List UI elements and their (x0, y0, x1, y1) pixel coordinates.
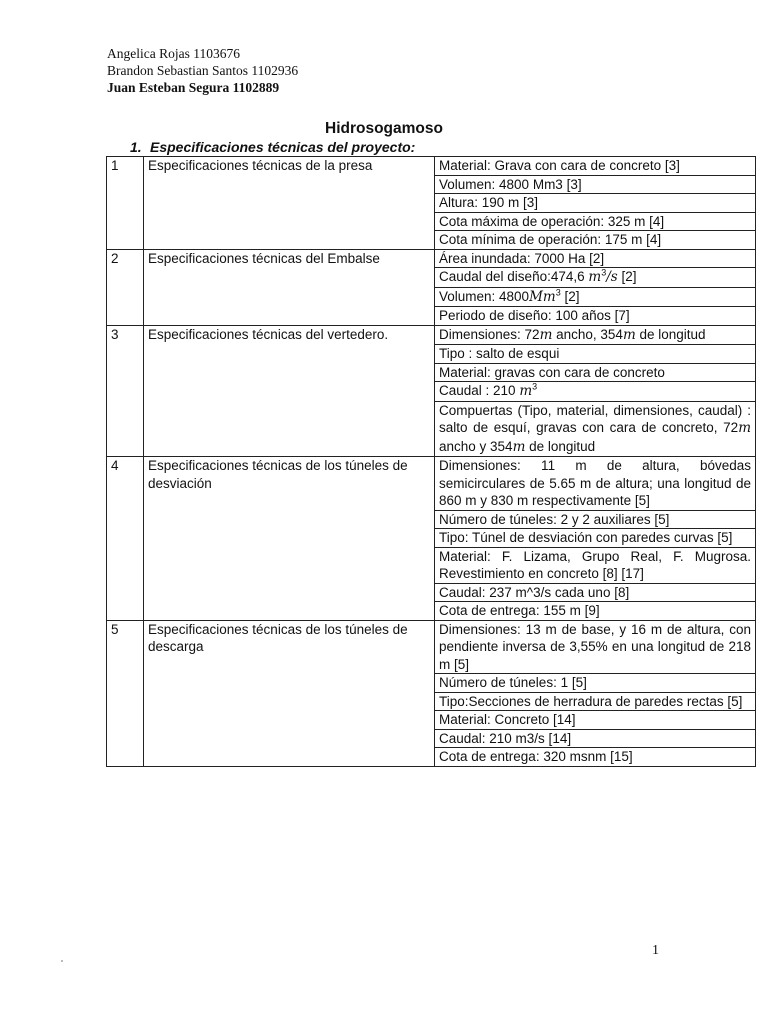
spec-value-cell: Caudal: 210 m3/s [14] (435, 729, 756, 748)
section-heading (130, 139, 415, 155)
superscript: 3 (555, 287, 561, 297)
table-row (107, 620, 756, 674)
spec-value-cell (435, 287, 756, 307)
spec-value-cell: Área inundada: 7000 Ha [2] (435, 249, 756, 268)
section-name-cell: Especificaciones técnicas de la presa (144, 157, 435, 250)
row-number-cell: 1 (107, 157, 144, 250)
spec-value-text: Dimensiones: 72 (439, 326, 540, 342)
section-name-cell: Especificaciones técnicas del vertedero. (144, 325, 435, 457)
spec-value-cell: Material: Grava con cara de concreto [3] (435, 157, 756, 176)
math-symbol: m (622, 326, 636, 343)
author-line: Juan Esteban Segura 1102889 (107, 80, 280, 95)
row-number-cell: 2 (107, 249, 144, 325)
spec-value-cell: Cota mínima de operación: 175 m [4] (435, 231, 756, 250)
authors-block (107, 45, 298, 96)
spec-value-cell: Tipo : salto de esqui (435, 345, 756, 364)
math-symbol: m (539, 326, 553, 343)
spec-value-cell: Dimensiones: 13 m de base, y 16 m de altura, con pendiente inversa de 3,55% en una longitud de 218 m [5] (435, 620, 756, 674)
section-title: Especificaciones técnicas del proyecto: (150, 139, 416, 155)
table-row (107, 157, 756, 176)
spec-value-cell (435, 325, 756, 345)
spec-value-text: ancho y 354 (439, 438, 513, 454)
specifications-table (106, 156, 756, 767)
spec-value-cell: Caudal: 237 m^3/s cada uno [8] (435, 583, 756, 602)
spec-value-cell: Volumen: 4800 Mm3 [3] (435, 175, 756, 194)
math-symbol: m (588, 269, 602, 285)
spec-value-text: Volumen: 4800 (439, 288, 530, 304)
spec-value-cell: Periodo de diseño: 100 años [7] (435, 307, 756, 326)
section-number: 1. (130, 139, 142, 155)
spec-value-cell: Material: Concreto [14] (435, 711, 756, 730)
spec-value-cell: Material: gravas con cara de concreto (435, 363, 756, 382)
specifications-table-body (107, 157, 756, 767)
spec-value-text: Caudal del diseño:474,6 (439, 269, 589, 284)
table-row (107, 325, 756, 345)
spec-value-cell: Cota de entrega: 155 m [9] (435, 602, 756, 621)
spec-value-text: Caudal : 210 (439, 383, 520, 398)
section-name-cell: Especificaciones técnicas de los túneles de descarga (144, 620, 435, 766)
math-symbol: m (519, 383, 533, 399)
author-line: Angelica Rojas 1103676 (107, 46, 240, 61)
spec-value-text: [2] (560, 288, 580, 304)
spec-value-cell (435, 401, 756, 457)
spec-value-cell: Altura: 190 m [3] (435, 194, 756, 213)
spec-value-cell: Tipo:Secciones de herradura de paredes rectas [5] (435, 692, 756, 711)
page-number: 1 (652, 943, 659, 958)
spec-value-cell: Tipo: Túnel de desviación con paredes curvas [5] (435, 529, 756, 548)
superscript: 3 (532, 381, 538, 392)
spec-value-cell: Cota de entrega: 320 msnm [15] (435, 748, 756, 767)
author-line: Brandon Sebastian Santos 1102936 (107, 63, 299, 78)
section-name-cell: Especificaciones técnicas del Embalse (144, 249, 435, 325)
spec-value-text: Compuertas (Tipo, material, dimensiones, caudal) : salto de esquí, gravas con cara de concreto, 72 (439, 402, 751, 435)
spec-value-text: ancho, 354 (552, 326, 623, 342)
spec-value-cell: Número de túneles: 2 y 2 auxiliares [5] (435, 510, 756, 529)
math-symbol: /s (606, 269, 618, 285)
spec-value-cell: Material: F. Lizama, Grupo Real, F. Mugrosa. Revestimiento en concreto [8] [17] (435, 547, 756, 583)
row-number-cell: 5 (107, 620, 144, 766)
spec-value-text: de longitud (635, 326, 706, 342)
row-number-cell: 4 (107, 457, 144, 621)
spec-value-cell: Cota máxima de operación: 325 m [4] (435, 212, 756, 231)
table-row (107, 457, 756, 511)
spec-value-cell: Dimensiones: 11 m de altura, bóvedas semicirculares de 5.65 m de altura; una longitud de 860 m y 830 m respectivamente [5] (435, 457, 756, 511)
spec-value-text: [2] (617, 269, 637, 284)
spec-value-cell (435, 268, 756, 288)
document-title: Hidrosogamoso (325, 120, 443, 137)
math-symbol: Mm (529, 288, 556, 305)
row-number-cell: 3 (107, 325, 144, 457)
math-symbol: m (512, 438, 526, 455)
spec-value-cell: Número de túneles: 1 [5] (435, 674, 756, 693)
spec-value-text: de longitud (525, 438, 596, 454)
math-symbol: m (738, 420, 751, 436)
speck-mark (61, 960, 63, 962)
spec-value-cell (435, 382, 756, 402)
section-name-cell: Especificaciones técnicas de los túneles de desviación (144, 457, 435, 621)
superscript: 3 (601, 267, 607, 278)
table-row (107, 249, 756, 268)
